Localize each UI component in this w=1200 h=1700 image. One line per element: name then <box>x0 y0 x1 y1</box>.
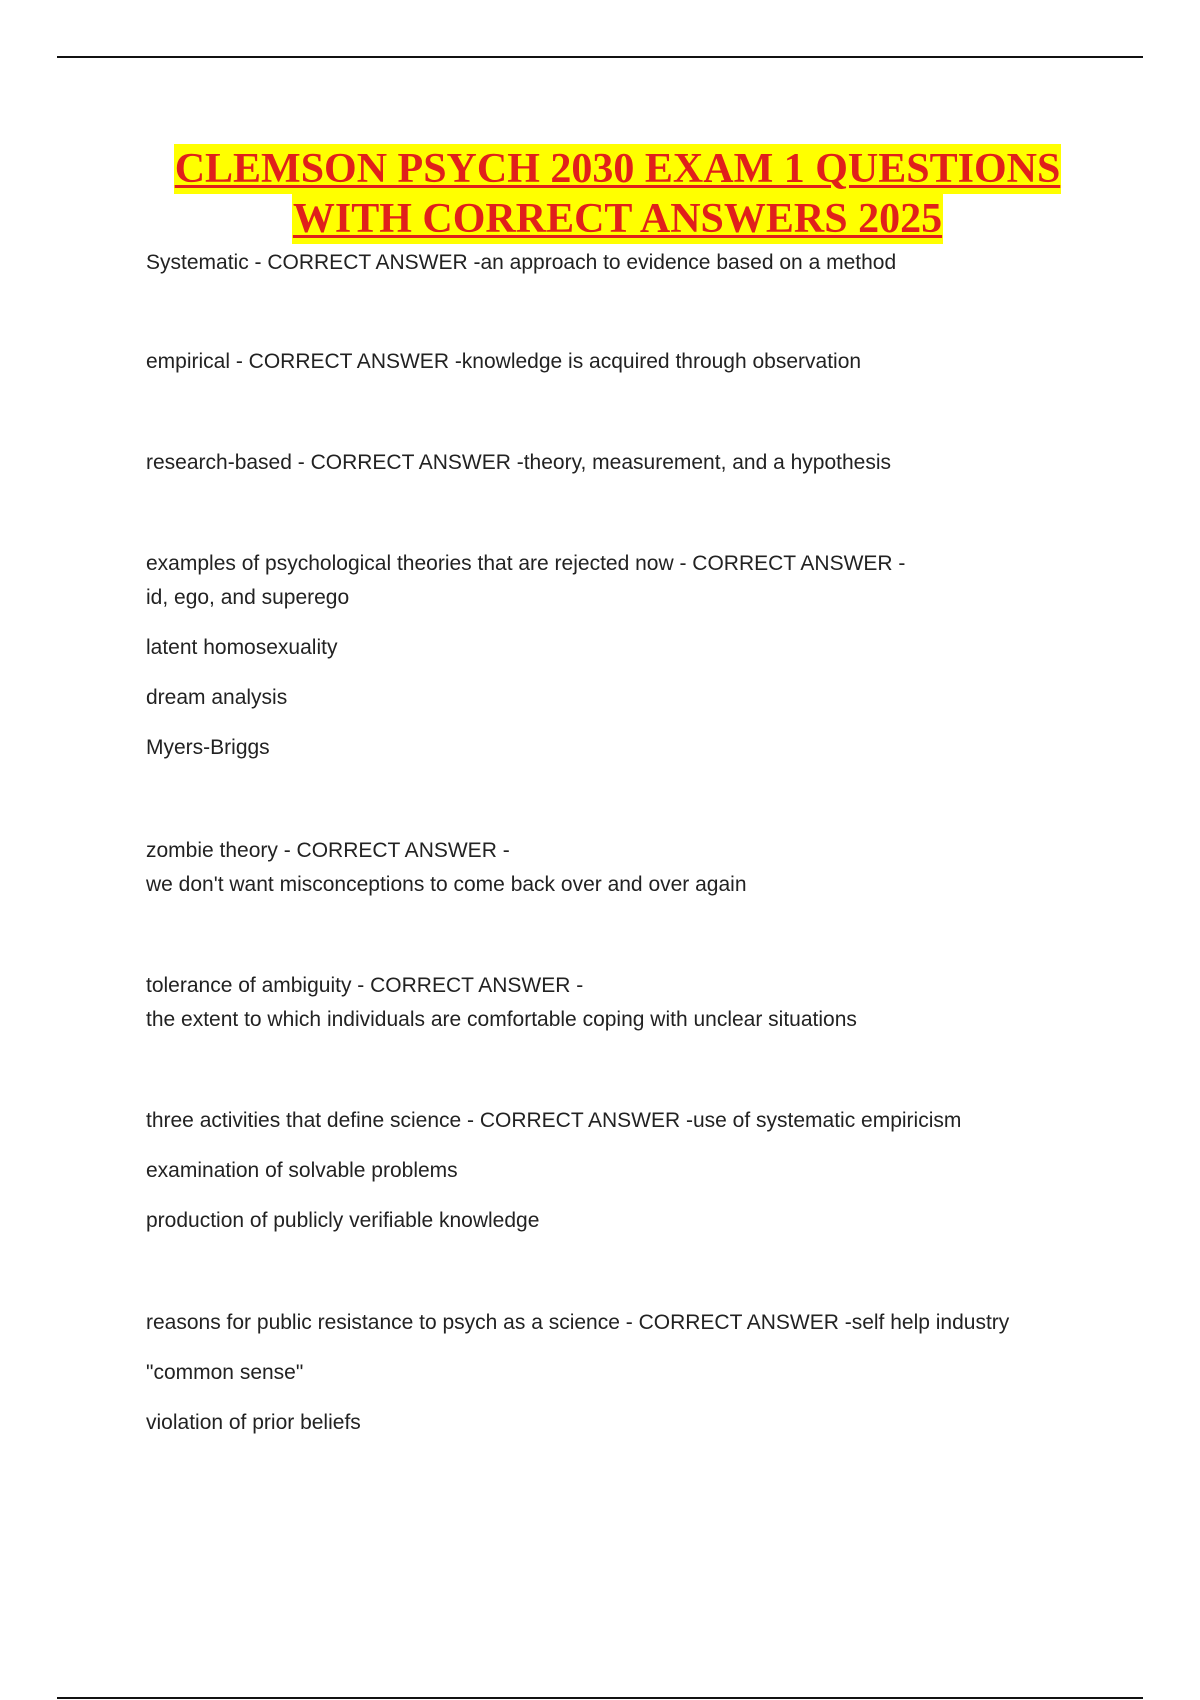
qa-line: zombie theory - CORRECT ANSWER - <box>146 839 510 862</box>
qa-line: tolerance of ambiguity - CORRECT ANSWER - <box>146 974 584 997</box>
qa-line: reasons for public resistance to psych as a science - CORRECT ANSWER -self help industry <box>146 1311 1010 1334</box>
qa-entry-research-based <box>146 446 891 480</box>
top-rule <box>57 56 1143 58</box>
title-line-1: CLEMSON PSYCH 2030 EXAM 1 QUESTIONS <box>174 146 1061 192</box>
qa-line: the extent to which individuals are comfortable coping with unclear situations <box>146 1008 857 1031</box>
qa-entry-three-activities <box>146 1104 961 1238</box>
qa-entry-public-resistance <box>146 1306 1009 1440</box>
qa-line: Myers-Briggs <box>146 736 270 759</box>
qa-line: we don't want misconceptions to come back over and over again <box>146 873 747 896</box>
qa-line: production of publicly verifiable knowledge <box>146 1209 540 1232</box>
qa-line: Systematic - CORRECT ANSWER -an approach to evidence based on a method <box>146 251 897 274</box>
qa-line: dream analysis <box>146 686 288 709</box>
qa-line: violation of prior beliefs <box>146 1411 361 1434</box>
qa-entry-tolerance-of-ambiguity <box>146 969 857 1037</box>
qa-line: "common sense" <box>146 1361 304 1384</box>
qa-line: latent homosexuality <box>146 636 338 659</box>
qa-line: examination of solvable problems <box>146 1159 458 1182</box>
title-line-2: WITH CORRECT ANSWERS 2025 <box>292 196 943 242</box>
qa-line: three activities that define science - CORRECT ANSWER -use of systematic empiricism <box>146 1109 962 1132</box>
qa-line: examples of psychological theories that are rejected now - CORRECT ANSWER - <box>146 552 906 575</box>
bottom-rule <box>57 1697 1143 1699</box>
qa-line: empirical - CORRECT ANSWER -knowledge is acquired through observation <box>146 350 862 373</box>
qa-entry-empirical <box>146 345 861 379</box>
qa-entry-rejected-theories <box>146 547 905 765</box>
qa-entry-zombie-theory <box>146 834 747 902</box>
qa-entry-systematic <box>146 246 896 280</box>
qa-line: id, ego, and superego <box>146 586 350 609</box>
page-title <box>120 144 1115 244</box>
qa-line: research-based - CORRECT ANSWER -theory, measurement, and a hypothesis <box>146 451 892 474</box>
